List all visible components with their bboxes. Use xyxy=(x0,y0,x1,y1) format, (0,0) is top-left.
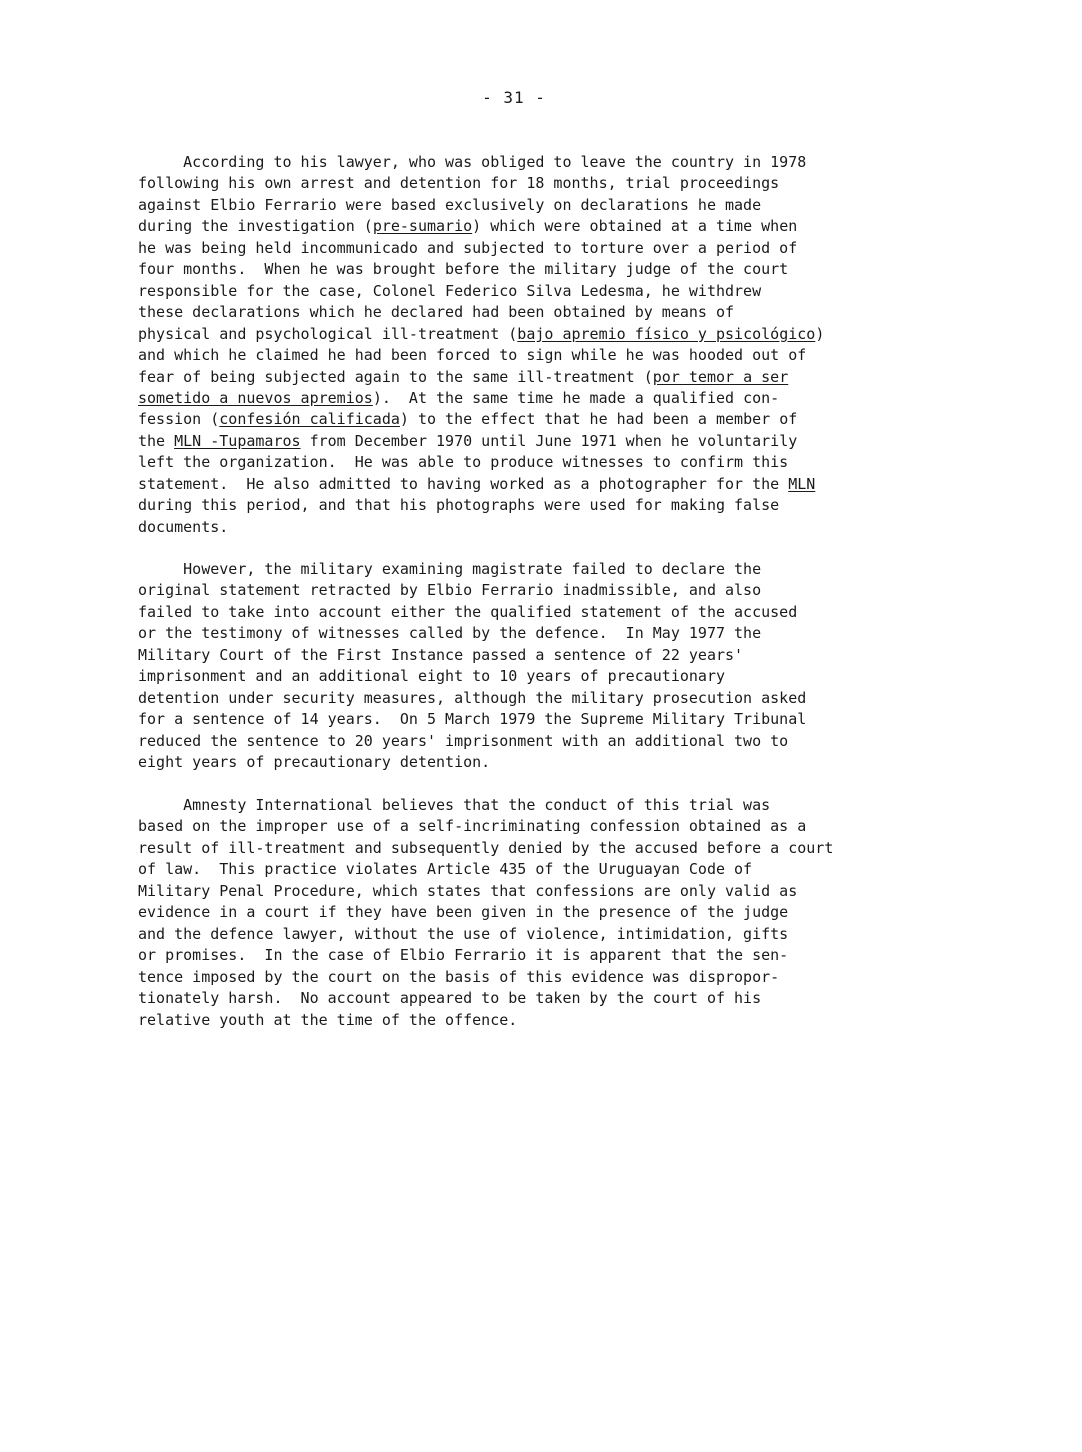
text-run: responsible for the case, Colonel Federico Silva Ledesma, he withdrew xyxy=(138,281,762,300)
text-run: following his own arrest and detention for 18 months, trial proceedings xyxy=(138,174,780,193)
underlined-term: pre-sumario xyxy=(372,217,473,236)
text-run: fear of being subjected again to the same ill-treatment ( xyxy=(138,367,653,386)
text-line xyxy=(138,967,779,988)
text-run: evidence in a court if they have been given in the presence of the judge xyxy=(138,903,789,922)
text-run: during the investigation ( xyxy=(138,217,373,236)
text-line xyxy=(138,173,779,194)
text-line xyxy=(138,924,788,945)
text-run: these declarations which he declared had been obtained by means of xyxy=(138,303,735,322)
text-run: and which he claimed he had been forced to sign while he was hooded out of xyxy=(138,346,807,365)
text-run: or the testimony of witnesses called by the defence. In May 1977 the xyxy=(138,624,762,643)
text-run: during this period, and that his photographs were used for making false xyxy=(138,496,780,515)
text-line xyxy=(138,345,806,366)
text-line xyxy=(138,431,797,452)
text-run: the xyxy=(138,431,175,450)
text-line xyxy=(138,238,797,259)
text-run: eight years of precautionary detention. xyxy=(138,753,491,772)
text-line xyxy=(138,517,228,538)
text-line xyxy=(138,881,797,902)
text-line xyxy=(138,988,761,1009)
text-run: for a sentence of 14 years. On 5 March 1979 the Supreme Military Tribunal xyxy=(138,710,807,729)
text-run: he was being held incommunicado and subjected to torture over a period of xyxy=(138,238,798,257)
text-run: and the defence lawyer, without the use of violence, intimidation, gifts xyxy=(138,924,789,943)
text-line xyxy=(138,452,788,473)
text-run: detention under security measures, although the military prosecution asked xyxy=(138,688,807,707)
text-line xyxy=(138,645,743,666)
text-line xyxy=(138,216,797,237)
underlined-term: MLN -Tupamaros xyxy=(174,431,301,450)
text-line xyxy=(138,752,490,773)
text-run: physical and psychological ill-treatment ( xyxy=(138,324,518,343)
text-line xyxy=(138,580,761,601)
text-run: tionately harsh. No account appeared to be taken by the court of his xyxy=(138,989,762,1008)
text-run: relative youth at the time of the offence. xyxy=(138,1010,518,1029)
text-run: against Elbio Ferrario were based exclusively on declarations he made xyxy=(138,195,762,214)
text-run: ) xyxy=(815,324,825,343)
text-line xyxy=(138,559,761,580)
underlined-term: sometido a nuevos apremios xyxy=(138,388,373,407)
text-run: According to his lawyer, who was obliged to leave the country in 1978 xyxy=(138,153,807,171)
text-line xyxy=(138,324,824,345)
text-line xyxy=(138,495,779,516)
underlined-term: MLN xyxy=(788,474,816,493)
text-run: left the organization. He was able to produce witnesses to confirm this xyxy=(138,453,789,472)
text-line xyxy=(138,945,788,966)
text-line xyxy=(138,731,788,752)
text-run: Amnesty International believes that the conduct of this trial was xyxy=(138,796,771,814)
underlined-term: confesión calificada xyxy=(219,410,400,429)
underlined-term: bajo apremio físico y psicológico xyxy=(517,324,816,343)
text-run: Military Penal Procedure, which states that confessions are only valid as xyxy=(138,881,798,900)
text-line xyxy=(138,259,788,280)
text-run: statement. He also admitted to having worked as a photographer for the xyxy=(138,474,789,493)
text-run: tence imposed by the court on the basis of this evidence was dispropor- xyxy=(138,967,780,986)
text-run: of law. This practice violates Article 435 of the Uruguayan Code of xyxy=(138,860,753,879)
text-line xyxy=(138,902,788,923)
text-line xyxy=(138,666,725,687)
text-line xyxy=(138,795,770,816)
text-run: ) to the effect that he had been a member of xyxy=(399,410,798,429)
text-run: or promises. In the case of Elbio Ferrario it is apparent that the sen- xyxy=(138,946,789,965)
text-line xyxy=(138,388,779,409)
text-line xyxy=(138,195,761,216)
text-line xyxy=(138,281,761,302)
text-run: However, the military examining magistrate failed to declare the xyxy=(138,560,762,578)
text-run: Military Court of the First Instance passed a sentence of 22 years' xyxy=(138,645,744,664)
text-line xyxy=(138,409,797,430)
text-run: ). At the same time he made a qualified con- xyxy=(372,388,780,407)
text-line xyxy=(138,838,833,859)
text-run: based on the improper use of a self-incriminating confession obtained as a xyxy=(138,817,807,836)
text-run: ) which were obtained at a time when xyxy=(472,217,798,236)
text-line xyxy=(138,709,806,730)
text-line xyxy=(138,302,734,323)
text-run: failed to take into account either the qualified statement of the accused xyxy=(138,602,798,621)
text-run: original statement retracted by Elbio Ferrario inadmissible, and also xyxy=(138,581,762,600)
text-line xyxy=(138,623,761,644)
text-line xyxy=(138,152,806,173)
text-run: from December 1970 until June 1971 when he voluntarily xyxy=(300,431,798,450)
text-run: imprisonment and an additional eight to 10 years of precautionary xyxy=(138,667,725,686)
text-line xyxy=(138,474,815,495)
text-run: documents. xyxy=(138,517,229,536)
text-line xyxy=(138,816,806,837)
page-number: - 31 - xyxy=(482,88,546,107)
text-line xyxy=(138,859,752,880)
text-run: reduced the sentence to 20 years' imprisonment with an additional two to xyxy=(138,731,789,750)
text-run: four months. When he was brought before the military judge of the court xyxy=(138,260,789,279)
text-line xyxy=(138,1010,517,1031)
text-line xyxy=(138,367,788,388)
underlined-term: por temor a ser xyxy=(652,367,789,386)
text-run: fession ( xyxy=(138,410,220,429)
text-line xyxy=(138,602,797,623)
text-line xyxy=(138,688,806,709)
text-run: result of ill-treatment and subsequently denied by the accused before a court xyxy=(138,838,834,857)
